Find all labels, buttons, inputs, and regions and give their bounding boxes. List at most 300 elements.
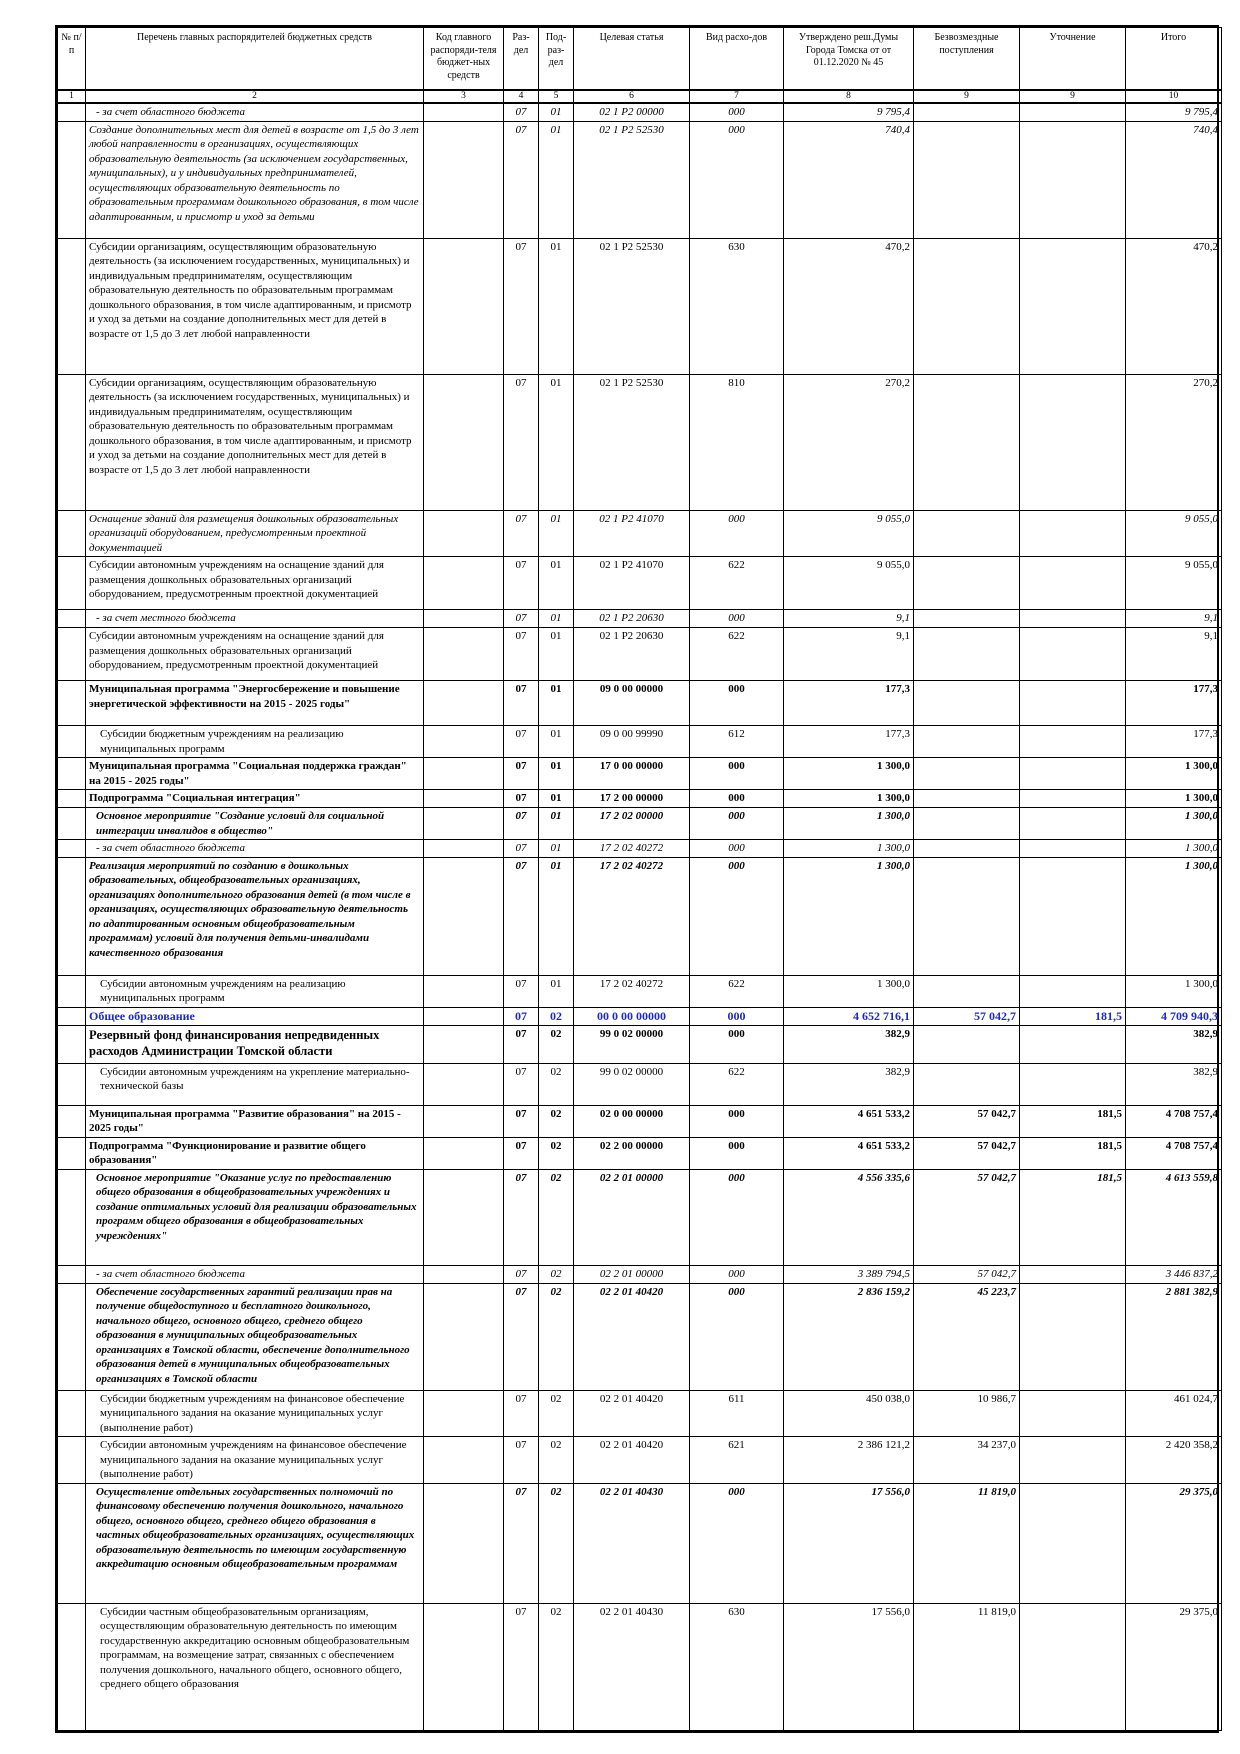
cell-code: [424, 1283, 504, 1390]
cell-vid: 000: [690, 1283, 784, 1390]
cell-vid: 621: [690, 1437, 784, 1484]
cell-total: 1 300,0: [1126, 808, 1222, 840]
cell-free: [914, 374, 1020, 510]
cell-razdel: 07: [504, 103, 539, 121]
cell-total: 177,3: [1126, 681, 1222, 726]
cell-free: [914, 1025, 1020, 1063]
table-row: [58, 1105, 1222, 1137]
cell-num: [58, 681, 86, 726]
cell-free: [914, 808, 1020, 840]
cell-podrazdel: 02: [539, 1603, 574, 1730]
cell-razdel: 07: [504, 557, 539, 610]
cell-refine: [1020, 121, 1126, 238]
cell-razdel: 07: [504, 758, 539, 790]
cell-article: 02 1 Р2 41070: [574, 510, 690, 557]
cell-total: 1 300,0: [1126, 790, 1222, 808]
cell-name: Субсидии организациям, осуществляющим образовательную деятельность (за исключением государственных, муниципальных) и индивидуальным предпринимателям, осуществляющим образовательную деятельность по образовательным программам дошкольного образования, в том числе адаптированным, и присмотр и уход за детьми на создание дополнительных мест для детей в возрасте от 1,5 до 3 лет любой направленности: [86, 374, 424, 510]
cell-total: 1 300,0: [1126, 857, 1222, 975]
cell-approved: 740,4: [784, 121, 914, 238]
cell-free: [914, 726, 1020, 758]
cell-vid: 000: [690, 1025, 784, 1063]
cell-podrazdel: 02: [539, 1390, 574, 1437]
cell-article: 17 2 00 00000: [574, 790, 690, 808]
cell-article: 09 0 00 00000: [574, 681, 690, 726]
cell-approved: 2 386 121,2: [784, 1437, 914, 1484]
cell-article: 99 0 02 00000: [574, 1063, 690, 1105]
cell-name: Субсидии бюджетным учреждениям на реализацию муниципальных программ: [86, 726, 424, 758]
cell-total: 4 708 757,4: [1126, 1105, 1222, 1137]
cell-article: 17 0 00 00000: [574, 758, 690, 790]
budget-table: [57, 27, 1222, 1731]
cell-name: Муниципальная программа "Развитие образования" на 2015 - 2025 годы": [86, 1105, 424, 1137]
table-row: [58, 557, 1222, 610]
cell-name: - за счет областного бюджета: [86, 840, 424, 858]
cell-podrazdel: 01: [539, 790, 574, 808]
cell-code: [424, 1063, 504, 1105]
cell-razdel: 07: [504, 1283, 539, 1390]
table-row: [58, 1137, 1222, 1169]
cell-article: 02 2 01 40430: [574, 1483, 690, 1603]
cell-total: 2 881 382,9: [1126, 1283, 1222, 1390]
cell-refine: 181,5: [1020, 1007, 1126, 1025]
cell-razdel: 07: [504, 1603, 539, 1730]
cell-total: 3 446 837,2: [1126, 1265, 1222, 1283]
table-row: [58, 726, 1222, 758]
cell-free: 57 042,7: [914, 1265, 1020, 1283]
cell-free: [914, 1063, 1020, 1105]
cell-article: 02 2 01 00000: [574, 1265, 690, 1283]
cell-razdel: 07: [504, 975, 539, 1007]
cell-total: 470,2: [1126, 238, 1222, 374]
cell-refine: 181,5: [1020, 1105, 1126, 1137]
table-row: [58, 681, 1222, 726]
cell-code: [424, 758, 504, 790]
header-razdel: Раз-дел: [504, 28, 539, 91]
cell-article: 02 1 Р2 52530: [574, 121, 690, 238]
cell-total: 1 300,0: [1126, 758, 1222, 790]
cell-free: 34 237,0: [914, 1437, 1020, 1484]
cell-approved: 1 300,0: [784, 975, 914, 1007]
cell-article: 17 2 02 40272: [574, 840, 690, 858]
cell-razdel: 07: [504, 510, 539, 557]
cell-razdel: 07: [504, 790, 539, 808]
cell-refine: [1020, 857, 1126, 975]
cell-vid: 630: [690, 238, 784, 374]
cell-num: [58, 510, 86, 557]
cell-article: 02 2 01 40420: [574, 1283, 690, 1390]
cell-code: [424, 1437, 504, 1484]
cell-num: [58, 1265, 86, 1283]
cell-total: 4 708 757,4: [1126, 1137, 1222, 1169]
cell-approved: 4 556 335,6: [784, 1169, 914, 1265]
cell-total: 9 055,0: [1126, 510, 1222, 557]
cell-name: Подпрограмма "Функционирование и развитие общего образования": [86, 1137, 424, 1169]
cell-approved: 4 652 716,1: [784, 1007, 914, 1025]
cell-name: Осуществление отдельных государственных полномочий по финансовому обеспечению получения дошкольного, начального общего, основного общего, среднего общего образования в частных общеобразовательных организациях, осуществляющих образовательную деятельность по имеющим государственную аккредитацию основным общеобразовательным программам: [86, 1483, 424, 1603]
budget-table-sheet: [55, 25, 1219, 1733]
cell-podrazdel: 01: [539, 510, 574, 557]
cell-podrazdel: 02: [539, 1137, 574, 1169]
cell-code: [424, 1007, 504, 1025]
cell-refine: [1020, 1603, 1126, 1730]
cell-num: [58, 103, 86, 121]
cell-refine: 181,5: [1020, 1169, 1126, 1265]
cell-approved: 1 300,0: [784, 808, 914, 840]
cell-approved: 382,9: [784, 1025, 914, 1063]
cell-name: Субсидии автономным учреждениям на финансовое обеспечение муниципального задания на оказание муниципальных услуг (выполнение работ): [86, 1437, 424, 1484]
cell-num: [58, 1483, 86, 1603]
cell-code: [424, 103, 504, 121]
cell-article: 02 1 Р2 20630: [574, 610, 690, 628]
cell-total: 4 613 559,8: [1126, 1169, 1222, 1265]
cell-refine: [1020, 975, 1126, 1007]
cell-num: [58, 1137, 86, 1169]
cell-article: 02 1 Р2 20630: [574, 628, 690, 681]
cell-article: 02 1 Р2 41070: [574, 557, 690, 610]
cell-podrazdel: 02: [539, 1007, 574, 1025]
cell-code: [424, 628, 504, 681]
cell-podrazdel: 01: [539, 726, 574, 758]
cell-code: [424, 610, 504, 628]
cell-name: Реализация мероприятий по созданию в дошкольных образовательных, общеобразовательных организациях, организациях дополнительного образования детей (в том числе в организациях, осуществляющих образовательную деятельность по адаптированным основным общеобразовательным программам) условий для получения детьми-инвалидами качественного образования: [86, 857, 424, 975]
cell-podrazdel: 01: [539, 857, 574, 975]
cell-razdel: 07: [504, 1063, 539, 1105]
cell-article: 17 2 02 40272: [574, 975, 690, 1007]
cell-code: [424, 238, 504, 374]
header-total: Итого: [1126, 28, 1222, 91]
cell-num: [58, 726, 86, 758]
cell-article: 17 2 02 40272: [574, 857, 690, 975]
cell-name: Субсидии организациям, осуществляющим образовательную деятельность (за исключением государственных, муниципальных) и индивидуальным предпринимателям, осуществляющим образовательную деятельность по образовательным программам дошкольного образования, в том числе адаптированным, и присмотр и уход за детьми на создание дополнительных мест для детей в возрасте от 1,5 до 3 лет любой направленности: [86, 238, 424, 374]
cell-razdel: 07: [504, 726, 539, 758]
cell-num: [58, 1007, 86, 1025]
cell-free: [914, 975, 1020, 1007]
cell-refine: [1020, 1265, 1126, 1283]
cell-num: [58, 121, 86, 238]
cell-vid: 000: [690, 1169, 784, 1265]
table-row: [58, 1063, 1222, 1105]
cell-podrazdel: 01: [539, 975, 574, 1007]
cell-code: [424, 1603, 504, 1730]
cell-razdel: 07: [504, 610, 539, 628]
cell-free: 57 042,7: [914, 1105, 1020, 1137]
cell-num: [58, 840, 86, 858]
cell-name: Муниципальная программа "Энергосбережение и повышение энергетической эффективности на 2015 - 2025 годы": [86, 681, 424, 726]
cell-free: 11 819,0: [914, 1483, 1020, 1603]
cell-free: 57 042,7: [914, 1137, 1020, 1169]
cell-free: [914, 628, 1020, 681]
col-number: 9: [1020, 90, 1126, 103]
cell-refine: [1020, 1390, 1126, 1437]
cell-refine: [1020, 1483, 1126, 1603]
cell-podrazdel: 01: [539, 628, 574, 681]
cell-total: 740,4: [1126, 121, 1222, 238]
cell-free: [914, 857, 1020, 975]
cell-podrazdel: 02: [539, 1265, 574, 1283]
cell-num: [58, 790, 86, 808]
cell-code: [424, 726, 504, 758]
cell-num: [58, 1025, 86, 1063]
table-row: [58, 1007, 1222, 1025]
cell-name: Обеспечение государственных гарантий реализации прав на получение общедоступного и бесплатного дошкольного, начального общего, основного общего, среднего общего образования в муниципальных общеобразовательных организациях в Томской области, обеспечение дополнительного образования детей в муниципальных общеобразовательных организациях в Томской области: [86, 1283, 424, 1390]
cell-approved: 4 651 533,2: [784, 1105, 914, 1137]
cell-free: 57 042,7: [914, 1169, 1020, 1265]
cell-code: [424, 857, 504, 975]
cell-vid: 000: [690, 1137, 784, 1169]
cell-num: [58, 557, 86, 610]
cell-name: Основное мероприятие "Создание условий для социальной интеграции инвалидов в общество": [86, 808, 424, 840]
cell-podrazdel: 02: [539, 1105, 574, 1137]
col-number: 7: [690, 90, 784, 103]
cell-refine: [1020, 103, 1126, 121]
table-row: [58, 1603, 1222, 1730]
cell-vid: 000: [690, 103, 784, 121]
col-number: 10: [1126, 90, 1222, 103]
cell-approved: 17 556,0: [784, 1603, 914, 1730]
cell-code: [424, 681, 504, 726]
cell-vid: 000: [690, 1007, 784, 1025]
cell-total: 29 375,0: [1126, 1483, 1222, 1603]
cell-article: 02 2 01 40430: [574, 1603, 690, 1730]
cell-total: 9 055,0: [1126, 557, 1222, 610]
cell-razdel: 07: [504, 857, 539, 975]
cell-podrazdel: 01: [539, 840, 574, 858]
cell-free: [914, 610, 1020, 628]
table-row: [58, 1283, 1222, 1390]
cell-total: 382,9: [1126, 1025, 1222, 1063]
table-row: [58, 840, 1222, 858]
cell-article: 02 2 01 00000: [574, 1169, 690, 1265]
cell-num: [58, 374, 86, 510]
cell-name: Субсидии автономным учреждениям на оснащение зданий для размещения дошкольных образовательных организаций оборудованием, предусмотренным проектной документацией: [86, 557, 424, 610]
cell-name: - за счет местного бюджета: [86, 610, 424, 628]
col-number: 8: [784, 90, 914, 103]
cell-code: [424, 790, 504, 808]
cell-refine: [1020, 557, 1126, 610]
cell-vid: 000: [690, 840, 784, 858]
cell-free: 45 223,7: [914, 1283, 1020, 1390]
cell-podrazdel: 01: [539, 610, 574, 628]
cell-num: [58, 1283, 86, 1390]
cell-name: Субсидии частным общеобразовательным организациям, осуществляющим образовательную деятельность по имеющим государственную аккредитацию основным общеобразовательным программам, на возмещение затрат, связанных с обеспечением получения дошкольного, начального общего, основного общего, среднего общего образования: [86, 1603, 424, 1730]
cell-podrazdel: 01: [539, 681, 574, 726]
cell-free: [914, 238, 1020, 374]
table-row: [58, 975, 1222, 1007]
cell-approved: 3 389 794,5: [784, 1265, 914, 1283]
cell-razdel: 07: [504, 1483, 539, 1603]
table-row: [58, 790, 1222, 808]
col-number: 6: [574, 90, 690, 103]
cell-article: 02 2 01 40420: [574, 1390, 690, 1437]
cell-name: Общее образование: [86, 1007, 424, 1025]
cell-total: 29 375,0: [1126, 1603, 1222, 1730]
cell-approved: 9,1: [784, 610, 914, 628]
cell-razdel: 07: [504, 840, 539, 858]
cell-total: 9 795,4: [1126, 103, 1222, 121]
table-row: [58, 758, 1222, 790]
cell-approved: 270,2: [784, 374, 914, 510]
cell-num: [58, 1105, 86, 1137]
cell-refine: [1020, 726, 1126, 758]
cell-vid: 000: [690, 758, 784, 790]
cell-free: 10 986,7: [914, 1390, 1020, 1437]
cell-num: [58, 610, 86, 628]
table-row: [58, 1437, 1222, 1484]
cell-approved: 177,3: [784, 726, 914, 758]
cell-name: Субсидии автономным учреждениям на укрепление материально-технической базы: [86, 1063, 424, 1105]
cell-num: [58, 628, 86, 681]
cell-refine: [1020, 1063, 1126, 1105]
cell-name: Муниципальная программа "Социальная поддержка граждан" на 2015 - 2025 годы": [86, 758, 424, 790]
cell-podrazdel: 02: [539, 1483, 574, 1603]
col-number: 2: [86, 90, 424, 103]
cell-refine: [1020, 1437, 1126, 1484]
cell-article: 02 1 Р2 00000: [574, 103, 690, 121]
cell-vid: 622: [690, 975, 784, 1007]
cell-podrazdel: 02: [539, 1063, 574, 1105]
cell-refine: [1020, 510, 1126, 557]
table-row: [58, 510, 1222, 557]
cell-approved: 2 836 159,2: [784, 1283, 914, 1390]
cell-article: 02 1 Р2 52530: [574, 374, 690, 510]
cell-total: 270,2: [1126, 374, 1222, 510]
col-number: 9: [914, 90, 1020, 103]
cell-num: [58, 1063, 86, 1105]
cell-vid: 622: [690, 628, 784, 681]
cell-refine: [1020, 790, 1126, 808]
cell-code: [424, 121, 504, 238]
cell-total: 4 709 940,3: [1126, 1007, 1222, 1025]
cell-vid: 000: [690, 1265, 784, 1283]
cell-total: 177,3: [1126, 726, 1222, 758]
cell-vid: 612: [690, 726, 784, 758]
cell-code: [424, 808, 504, 840]
cell-approved: 1 300,0: [784, 790, 914, 808]
cell-approved: 1 300,0: [784, 840, 914, 858]
cell-approved: 17 556,0: [784, 1483, 914, 1603]
header-vid: Вид расхо-дов: [690, 28, 784, 91]
cell-num: [58, 975, 86, 1007]
header-num: № п/п: [58, 28, 86, 91]
cell-free: 57 042,7: [914, 1007, 1020, 1025]
cell-razdel: 07: [504, 1025, 539, 1063]
cell-code: [424, 510, 504, 557]
cell-vid: 622: [690, 1063, 784, 1105]
col-number: 4: [504, 90, 539, 103]
cell-podrazdel: 01: [539, 103, 574, 121]
cell-num: [58, 1390, 86, 1437]
cell-vid: 622: [690, 557, 784, 610]
cell-vid: 000: [690, 857, 784, 975]
cell-refine: [1020, 238, 1126, 374]
cell-free: [914, 557, 1020, 610]
cell-article: 02 1 Р2 52530: [574, 238, 690, 374]
cell-refine: [1020, 681, 1126, 726]
table-body: [58, 103, 1222, 1730]
cell-approved: 1 300,0: [784, 758, 914, 790]
cell-name: Резервный фонд финансирования непредвиденных расходов Администрации Томской области: [86, 1025, 424, 1063]
cell-razdel: 07: [504, 681, 539, 726]
cell-razdel: 07: [504, 628, 539, 681]
cell-free: [914, 121, 1020, 238]
cell-name: Субсидии бюджетным учреждениям на финансовое обеспечение муниципального задания на оказание муниципальных услуг (выполнение работ): [86, 1390, 424, 1437]
cell-refine: [1020, 1283, 1126, 1390]
cell-podrazdel: 01: [539, 374, 574, 510]
cell-vid: 000: [690, 1105, 784, 1137]
cell-num: [58, 1437, 86, 1484]
cell-article: 02 0 00 00000: [574, 1105, 690, 1137]
cell-vid: 000: [690, 808, 784, 840]
cell-refine: 181,5: [1020, 1137, 1126, 1169]
cell-num: [58, 758, 86, 790]
cell-approved: 382,9: [784, 1063, 914, 1105]
cell-code: [424, 1390, 504, 1437]
cell-total: 382,9: [1126, 1063, 1222, 1105]
cell-vid: 810: [690, 374, 784, 510]
cell-podrazdel: 01: [539, 238, 574, 374]
cell-code: [424, 1105, 504, 1137]
cell-approved: 4 651 533,2: [784, 1137, 914, 1169]
cell-code: [424, 1137, 504, 1169]
table-row: [58, 628, 1222, 681]
cell-vid: 000: [690, 681, 784, 726]
cell-num: [58, 857, 86, 975]
cell-razdel: 07: [504, 1390, 539, 1437]
col-number: 5: [539, 90, 574, 103]
header-free: Безвозмездные поступления: [914, 28, 1020, 91]
cell-free: [914, 103, 1020, 121]
cell-name: - за счет областного бюджета: [86, 1265, 424, 1283]
cell-refine: [1020, 758, 1126, 790]
cell-free: [914, 840, 1020, 858]
header-refine: Уточнение: [1020, 28, 1126, 91]
cell-code: [424, 1265, 504, 1283]
cell-podrazdel: 01: [539, 758, 574, 790]
cell-podrazdel: 01: [539, 557, 574, 610]
table-row: [58, 1483, 1222, 1603]
cell-num: [58, 1603, 86, 1730]
cell-total: 1 300,0: [1126, 840, 1222, 858]
cell-article: 02 2 00 00000: [574, 1137, 690, 1169]
cell-podrazdel: 01: [539, 808, 574, 840]
cell-total: 461 024,7: [1126, 1390, 1222, 1437]
cell-name: - за счет областного бюджета: [86, 103, 424, 121]
cell-razdel: 07: [504, 121, 539, 238]
cell-approved: 470,2: [784, 238, 914, 374]
cell-article: 00 0 00 00000: [574, 1007, 690, 1025]
cell-free: [914, 758, 1020, 790]
cell-razdel: 07: [504, 1437, 539, 1484]
cell-podrazdel: 02: [539, 1169, 574, 1265]
cell-approved: 9 055,0: [784, 557, 914, 610]
table-row: [58, 103, 1222, 121]
cell-podrazdel: 02: [539, 1437, 574, 1484]
cell-approved: 9,1: [784, 628, 914, 681]
cell-vid: 000: [690, 1483, 784, 1603]
cell-approved: 450 038,0: [784, 1390, 914, 1437]
cell-razdel: 07: [504, 1007, 539, 1025]
cell-vid: 000: [690, 790, 784, 808]
cell-approved: 9 795,4: [784, 103, 914, 121]
cell-code: [424, 557, 504, 610]
cell-razdel: 07: [504, 1265, 539, 1283]
table-row: [58, 121, 1222, 238]
header-row: [58, 28, 1222, 91]
cell-razdel: 07: [504, 238, 539, 374]
cell-code: [424, 1169, 504, 1265]
table-row: [58, 808, 1222, 840]
cell-free: 11 819,0: [914, 1603, 1020, 1730]
